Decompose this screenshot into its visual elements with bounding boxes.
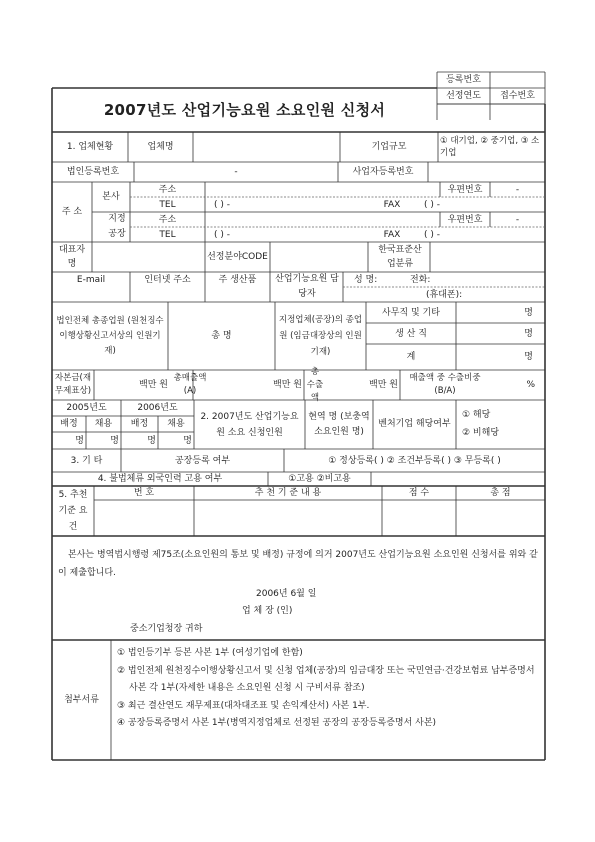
s3-label: 3. 기 타 xyxy=(70,455,103,466)
factory-zip-label: 우편번호 xyxy=(447,214,483,225)
s1-label: 1. 업체현황 xyxy=(66,142,114,152)
manager-label: 산업기능요원 담당자 xyxy=(275,274,339,299)
hq-tel-label: TEL xyxy=(159,199,176,210)
export-label: 총 수출액 xyxy=(306,366,324,403)
capital-field[interactable] xyxy=(94,370,170,400)
office-field[interactable] xyxy=(456,302,545,323)
manager-name-label: 성 명: xyxy=(354,274,378,285)
statement-addressee: 중소기업청장 귀하 xyxy=(130,624,203,634)
company-size-label: 기업규모 xyxy=(371,142,407,152)
y2005-hire-field[interactable]: 명 xyxy=(110,435,119,446)
export-unit: 백만 원 xyxy=(369,380,398,390)
email-label: E-mail xyxy=(76,274,106,285)
corp-total-field[interactable]: 총 명 xyxy=(211,331,232,341)
factory-reg-label: 공장등록 여부 xyxy=(174,455,231,466)
homepage-label: 인터넷 주소 xyxy=(144,274,191,285)
factory-addr-label: 주소 xyxy=(158,214,177,225)
y2005-hire-label: 채용 xyxy=(94,419,113,429)
factory-addr-field[interactable] xyxy=(205,212,440,227)
hq-fax-field[interactable]: ( ) - xyxy=(424,199,440,210)
hq-fax-label: FAX xyxy=(383,199,401,210)
y2006-assign-label: 배정 xyxy=(130,419,149,429)
company-name-label: 업체명 xyxy=(147,142,174,152)
req-label: 2. 2007년도 산업기능요원 소요 신청인원 xyxy=(200,411,299,438)
factory-zip-field[interactable]: - xyxy=(515,214,520,225)
venture-opt-yes[interactable]: ① 해당 xyxy=(462,410,491,420)
statement-date: 2006년 6월 일 xyxy=(256,589,317,599)
attach-list xyxy=(117,645,541,733)
attach-label: 첨부서류 xyxy=(64,695,99,705)
capital-unit: 백만 원 xyxy=(139,380,168,390)
rep-label: 대표자명 xyxy=(58,245,86,269)
s5-score-label: 점 수 xyxy=(408,488,430,498)
address-label: 주 소 xyxy=(61,207,83,217)
sum-unit: 명 xyxy=(524,352,533,362)
attach-item-4: ④ 공장등록증명서 사본 1부(병역지정업체로 선정된 공장의 공장등록증명서 사본) xyxy=(117,718,437,728)
prod-label: 생 산 직 xyxy=(395,328,427,339)
factory-reg-options[interactable]: ① 정상등록( ) ② 조건부등록( ) ③ 무등록( ) xyxy=(328,455,501,466)
field-code-field[interactable] xyxy=(270,242,368,272)
venture-options[interactable] xyxy=(462,406,542,446)
y2006-label: 2006년도 xyxy=(137,403,178,413)
export-ratio-unit: % xyxy=(526,380,535,390)
sales-field[interactable] xyxy=(210,370,304,400)
factory-tel-field[interactable]: ( ) - xyxy=(214,229,230,240)
field-code-label: 선정분야CODE xyxy=(207,252,268,262)
page-title: 2007년도 산업기능요원 소요인원 신청서 xyxy=(103,101,386,119)
biz-reg-label: 사업자등록번호 xyxy=(352,167,414,177)
attach-item-1: ① 법인등기부 등본 사본 1부 (여성기업에 한함) xyxy=(117,648,303,658)
homepage-field[interactable] xyxy=(130,287,205,302)
sum-field[interactable] xyxy=(456,344,545,370)
current-field[interactable]: 현역 명 (보충역소요인원 명) xyxy=(308,411,370,437)
corp-reg-label: 법인등록번호 xyxy=(66,167,120,177)
biz-reg-field[interactable] xyxy=(428,162,545,182)
hq-zip-label: 우편번호 xyxy=(447,184,483,195)
illegal-label: 4. 불법체류 외국인력 고용 여부 xyxy=(97,474,223,484)
y2006-hire-field[interactable]: 명 xyxy=(183,435,192,446)
export-field[interactable] xyxy=(326,370,400,400)
y2005-label: 2005년도 xyxy=(66,403,107,413)
venture-label: 벤처기업 해당여부 xyxy=(378,419,451,429)
hq-zip-field[interactable]: - xyxy=(515,184,520,195)
hq-label: 본사 xyxy=(102,192,120,202)
s5-label: 5. 추천 기준 요건 xyxy=(58,490,88,532)
sales-unit: 백만 원 xyxy=(273,380,302,390)
statement-body: 본사는 병역법시행령 제75조(소요인원의 통보 및 배정) 규정에 의거 2007년도 산업기능요원 소요인원 신청서를 위와 같이 제출합니다. xyxy=(58,550,538,578)
factory-label: 지정공장 xyxy=(108,214,126,239)
office-label: 사무직 및 기타 xyxy=(382,307,440,318)
ksic-field[interactable] xyxy=(430,242,545,272)
recv-no-label: 접수번호 xyxy=(500,91,535,101)
y2005-assign-field[interactable]: 명 xyxy=(75,435,84,446)
product-field[interactable] xyxy=(205,287,270,302)
s5-criteria-field[interactable] xyxy=(194,500,382,536)
factory-total-label: 지정업체(공장)의 종업원 (임금대장상의 인원기재) xyxy=(278,315,363,357)
attach-item-3: ③ 최근 결산연도 재무제표(대차대조표 및 손익계산서) 사본 1부. xyxy=(117,700,370,711)
statement-signer: 업 체 장 (인) xyxy=(242,606,293,616)
email-field[interactable] xyxy=(52,287,130,302)
hq-addr-field[interactable] xyxy=(205,182,440,197)
y2006-hire-label: 채용 xyxy=(167,419,185,429)
s5-criteria-label: 추 천 기 준 내 용 xyxy=(254,488,322,498)
s5-total-field[interactable] xyxy=(456,500,545,536)
ksic-label: 한국표준산업분류 xyxy=(378,245,422,269)
manager-mobile-label: (휴대폰): xyxy=(426,289,463,300)
company-size-options[interactable]: ① 대기업, ② 중기업, ③ 소기업 xyxy=(440,136,540,158)
prod-field[interactable] xyxy=(456,323,545,344)
reg-no-field[interactable] xyxy=(490,72,545,88)
export-ratio-label: 매출액 중 수출비중(B/A) xyxy=(409,373,481,396)
s5-total-label: 총 점 xyxy=(490,488,511,498)
product-label: 주 생산품 xyxy=(218,274,257,285)
factory-tel-label: TEL xyxy=(159,229,176,240)
company-name-field[interactable] xyxy=(193,132,340,162)
capital-label: 자본금(재무제표상) xyxy=(54,373,92,396)
export-ratio-field[interactable] xyxy=(490,370,545,400)
sum-label: 계 xyxy=(406,352,416,362)
s5-no-field[interactable] xyxy=(94,500,194,536)
office-unit: 명 xyxy=(524,307,533,318)
rep-field[interactable] xyxy=(92,242,205,272)
attach-item-2: ② 법인전체 원천징수이행상황신고서 및 신청 업체(공장)의 임금대장 또는 국민연금·건강보험료 납부증명서 사본 각 1부(자세한 내용은 소요인원 신청 시 구비서류 참조) xyxy=(117,665,535,693)
reg-no-label: 등록번호 xyxy=(446,75,481,85)
factory-fax-field[interactable]: ( ) - xyxy=(424,229,440,240)
prod-unit: 명 xyxy=(524,328,533,339)
manager-phone-label: 전화: xyxy=(410,274,431,285)
factory-fax-label: FAX xyxy=(383,229,401,240)
s5-no-label: 번 호 xyxy=(133,488,155,498)
corp-reg-field[interactable]: - xyxy=(234,167,238,177)
s5-score-field[interactable] xyxy=(382,500,456,536)
hq-tel-field[interactable]: ( ) - xyxy=(214,199,230,210)
sel-year-label: 선정연도 xyxy=(446,91,481,101)
corp-total-label: 법인전체 총종업원 (원천징수이행상황신고서상의 인원기재) xyxy=(56,315,164,356)
sales-label: 총매출액(A) xyxy=(173,373,207,396)
y2005-assign-label: 배정 xyxy=(60,419,78,429)
illegal-options[interactable]: ①고용 ②비고용 xyxy=(288,474,351,484)
y2006-assign-field[interactable]: 명 xyxy=(147,435,156,446)
venture-opt-no[interactable]: ② 비해당 xyxy=(462,428,500,438)
hq-addr-label: 주소 xyxy=(158,184,177,195)
